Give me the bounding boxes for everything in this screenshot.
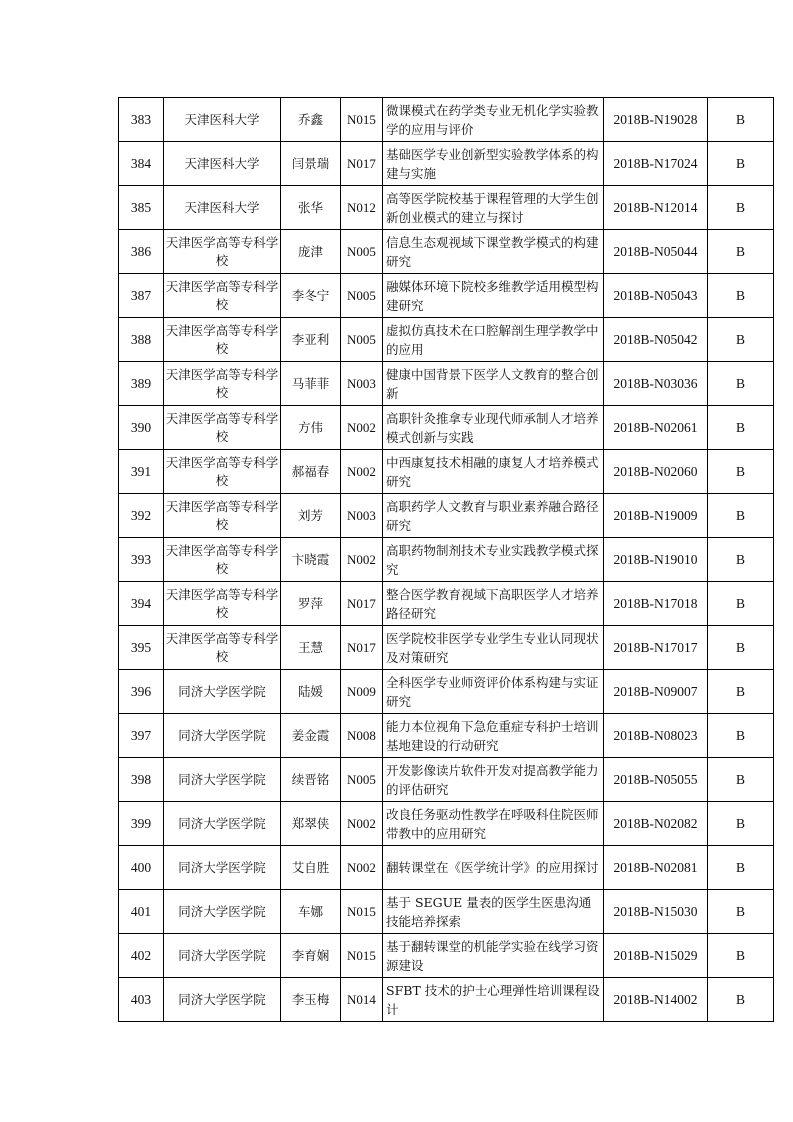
- project-number: 2018B-N02082: [604, 802, 708, 846]
- row-number: 385: [119, 186, 164, 230]
- school-name: 天津医科大学: [164, 186, 281, 230]
- category-code: N014: [341, 978, 383, 1022]
- category-code: N017: [341, 142, 383, 186]
- leader-name: 乔鑫: [281, 98, 341, 142]
- leader-name: 张华: [281, 186, 341, 230]
- school-name: 同济大学医学院: [164, 714, 281, 758]
- project-number: 2018B-N15030: [604, 890, 708, 934]
- table-row: [119, 362, 774, 406]
- category-code: N003: [341, 494, 383, 538]
- project-title: 开发影像读片软件开发对提高教学能力的评估研究: [383, 758, 604, 802]
- school-name: 天津医学高等专科学校: [164, 450, 281, 494]
- project-title: 高职针灸推拿专业现代师承制人才培养模式创新与实践: [383, 406, 604, 450]
- project-title: 中西康复技术相融的康复人才培养模式研究: [383, 450, 604, 494]
- school-name: 天津医学高等专科学校: [164, 274, 281, 318]
- project-title: 融媒体环境下院校多维教学适用模型构建研究: [383, 274, 604, 318]
- table-row: [119, 274, 774, 318]
- leader-name: 方伟: [281, 406, 341, 450]
- grade: B: [708, 670, 774, 714]
- table-row: [119, 406, 774, 450]
- school-name: 天津医科大学: [164, 142, 281, 186]
- project-title: 能力本位视角下急危重症专科护士培训基地建设的行动研究: [383, 714, 604, 758]
- table-row: [119, 890, 774, 934]
- project-number: 2018B-N19010: [604, 538, 708, 582]
- row-number: 397: [119, 714, 164, 758]
- project-title: 基础医学专业创新型实验教学体系的构建与实施: [383, 142, 604, 186]
- table-row: [119, 186, 774, 230]
- school-name: 同济大学医学院: [164, 846, 281, 890]
- project-title: 高职药学人文教育与职业素养融合路径研究: [383, 494, 604, 538]
- project-number: 2018B-N05043: [604, 274, 708, 318]
- table-row: [119, 494, 774, 538]
- project-title: 微课模式在药学类专业无机化学实验教学的应用与评价: [383, 98, 604, 142]
- category-code: N002: [341, 802, 383, 846]
- category-code: N005: [341, 274, 383, 318]
- project-number: 2018B-N12014: [604, 186, 708, 230]
- category-code: N017: [341, 582, 383, 626]
- grade: B: [708, 626, 774, 670]
- row-number: 389: [119, 362, 164, 406]
- project-title: 改良任务驱动性教学在呼吸科住院医师带教中的应用研究: [383, 802, 604, 846]
- school-name: 同济大学医学院: [164, 802, 281, 846]
- school-name: 天津医学高等专科学校: [164, 582, 281, 626]
- school-name: 天津医学高等专科学校: [164, 406, 281, 450]
- row-number: 383: [119, 98, 164, 142]
- table-row: [119, 98, 774, 142]
- grade: B: [708, 494, 774, 538]
- category-code: N005: [341, 230, 383, 274]
- project-number: 2018B-N02081: [604, 846, 708, 890]
- row-number: 402: [119, 934, 164, 978]
- leader-name: 陆媛: [281, 670, 341, 714]
- category-code: N012: [341, 186, 383, 230]
- leader-name: 车娜: [281, 890, 341, 934]
- row-number: 388: [119, 318, 164, 362]
- row-number: 400: [119, 846, 164, 890]
- project-number: 2018B-N05042: [604, 318, 708, 362]
- leader-name: 艾自胜: [281, 846, 341, 890]
- row-number: 401: [119, 890, 164, 934]
- grade: B: [708, 186, 774, 230]
- table-row: [119, 934, 774, 978]
- project-number: 2018B-N17017: [604, 626, 708, 670]
- project-number: 2018B-N05055: [604, 758, 708, 802]
- school-name: 同济大学医学院: [164, 978, 281, 1022]
- row-number: 399: [119, 802, 164, 846]
- project-list-table: [118, 97, 774, 1022]
- project-title: SFBT 技术的护士心理弹性培训课程设计: [383, 978, 604, 1022]
- grade: B: [708, 362, 774, 406]
- grade: B: [708, 890, 774, 934]
- school-name: 同济大学医学院: [164, 934, 281, 978]
- category-code: N008: [341, 714, 383, 758]
- leader-name: 续晋铭: [281, 758, 341, 802]
- school-name: 天津医科大学: [164, 98, 281, 142]
- row-number: 387: [119, 274, 164, 318]
- grade: B: [708, 714, 774, 758]
- leader-name: 姜金霞: [281, 714, 341, 758]
- project-number: 2018B-N09007: [604, 670, 708, 714]
- category-code: N015: [341, 98, 383, 142]
- leader-name: 罗萍: [281, 582, 341, 626]
- category-code: N002: [341, 846, 383, 890]
- project-number: 2018B-N05044: [604, 230, 708, 274]
- project-number: 2018B-N08023: [604, 714, 708, 758]
- row-number: 398: [119, 758, 164, 802]
- project-number: 2018B-N19028: [604, 98, 708, 142]
- table-row: [119, 142, 774, 186]
- category-code: N009: [341, 670, 383, 714]
- leader-name: 刘芳: [281, 494, 341, 538]
- category-code: N015: [341, 934, 383, 978]
- grade: B: [708, 274, 774, 318]
- leader-name: 李冬宁: [281, 274, 341, 318]
- project-title: 虚拟仿真技术在口腔解剖生理学教学中的应用: [383, 318, 604, 362]
- school-name: 天津医学高等专科学校: [164, 538, 281, 582]
- grade: B: [708, 230, 774, 274]
- grade: B: [708, 846, 774, 890]
- project-number: 2018B-N03036: [604, 362, 708, 406]
- leader-name: 马菲菲: [281, 362, 341, 406]
- leader-name: 李亚利: [281, 318, 341, 362]
- table-row: [119, 846, 774, 890]
- grade: B: [708, 758, 774, 802]
- project-title: 健康中国背景下医学人文教育的整合创新: [383, 362, 604, 406]
- category-code: N002: [341, 538, 383, 582]
- row-number: 394: [119, 582, 164, 626]
- row-number: 384: [119, 142, 164, 186]
- project-title: 高职药物制剂技术专业实践教学模式探究: [383, 538, 604, 582]
- grade: B: [708, 318, 774, 362]
- grade: B: [708, 142, 774, 186]
- school-name: 天津医学高等专科学校: [164, 362, 281, 406]
- project-title: 基于 SEGUE 量表的医学生医患沟通技能培养探索: [383, 890, 604, 934]
- table-row: [119, 802, 774, 846]
- table-row: [119, 318, 774, 362]
- school-name: 天津医学高等专科学校: [164, 318, 281, 362]
- leader-name: 李玉梅: [281, 978, 341, 1022]
- school-name: 天津医学高等专科学校: [164, 230, 281, 274]
- school-name: 天津医学高等专科学校: [164, 494, 281, 538]
- leader-name: 王慧: [281, 626, 341, 670]
- school-name: 天津医学高等专科学校: [164, 626, 281, 670]
- grade: B: [708, 406, 774, 450]
- table-row: [119, 758, 774, 802]
- grade: B: [708, 934, 774, 978]
- project-title: 信息生态观视域下课堂教学模式的构建研究: [383, 230, 604, 274]
- category-code: N003: [341, 362, 383, 406]
- project-title: 全科医学专业师资评价体系构建与实证研究: [383, 670, 604, 714]
- category-code: N017: [341, 626, 383, 670]
- leader-name: 郑翠侠: [281, 802, 341, 846]
- project-title: 高等医学院校基于课程管理的大学生创新创业模式的建立与探讨: [383, 186, 604, 230]
- grade: B: [708, 582, 774, 626]
- table-row: [119, 714, 774, 758]
- table-row: [119, 538, 774, 582]
- row-number: 393: [119, 538, 164, 582]
- row-number: 386: [119, 230, 164, 274]
- grade: B: [708, 978, 774, 1022]
- grade: B: [708, 450, 774, 494]
- category-code: N002: [341, 450, 383, 494]
- project-number: 2018B-N02060: [604, 450, 708, 494]
- row-number: 403: [119, 978, 164, 1022]
- project-number: 2018B-N17024: [604, 142, 708, 186]
- table-row: [119, 230, 774, 274]
- table-row: [119, 670, 774, 714]
- grade: B: [708, 98, 774, 142]
- project-title: 翻转课堂在《医学统计学》的应用探讨: [383, 846, 604, 890]
- row-number: 396: [119, 670, 164, 714]
- category-code: N005: [341, 318, 383, 362]
- category-code: N015: [341, 890, 383, 934]
- table-row: [119, 978, 774, 1022]
- project-number: 2018B-N15029: [604, 934, 708, 978]
- leader-name: 闫景瑞: [281, 142, 341, 186]
- table-row: [119, 582, 774, 626]
- row-number: 390: [119, 406, 164, 450]
- project-title: 医学院校非医学专业学生专业认同现状及对策研究: [383, 626, 604, 670]
- school-name: 同济大学医学院: [164, 758, 281, 802]
- table-body: [119, 98, 774, 1022]
- row-number: 395: [119, 626, 164, 670]
- project-title: 整合医学教育视域下高职医学人才培养路径研究: [383, 582, 604, 626]
- table-row: [119, 626, 774, 670]
- table-row: [119, 450, 774, 494]
- project-number: 2018B-N19009: [604, 494, 708, 538]
- project-number: 2018B-N02061: [604, 406, 708, 450]
- leader-name: 李育娴: [281, 934, 341, 978]
- grade: B: [708, 538, 774, 582]
- leader-name: 庞津: [281, 230, 341, 274]
- school-name: 同济大学医学院: [164, 890, 281, 934]
- grade: B: [708, 802, 774, 846]
- category-code: N005: [341, 758, 383, 802]
- category-code: N002: [341, 406, 383, 450]
- project-number: 2018B-N14002: [604, 978, 708, 1022]
- leader-name: 卞晓霞: [281, 538, 341, 582]
- project-number: 2018B-N17018: [604, 582, 708, 626]
- row-number: 391: [119, 450, 164, 494]
- row-number: 392: [119, 494, 164, 538]
- project-title: 基于翻转课堂的机能学实验在线学习资源建设: [383, 934, 604, 978]
- school-name: 同济大学医学院: [164, 670, 281, 714]
- leader-name: 郝福春: [281, 450, 341, 494]
